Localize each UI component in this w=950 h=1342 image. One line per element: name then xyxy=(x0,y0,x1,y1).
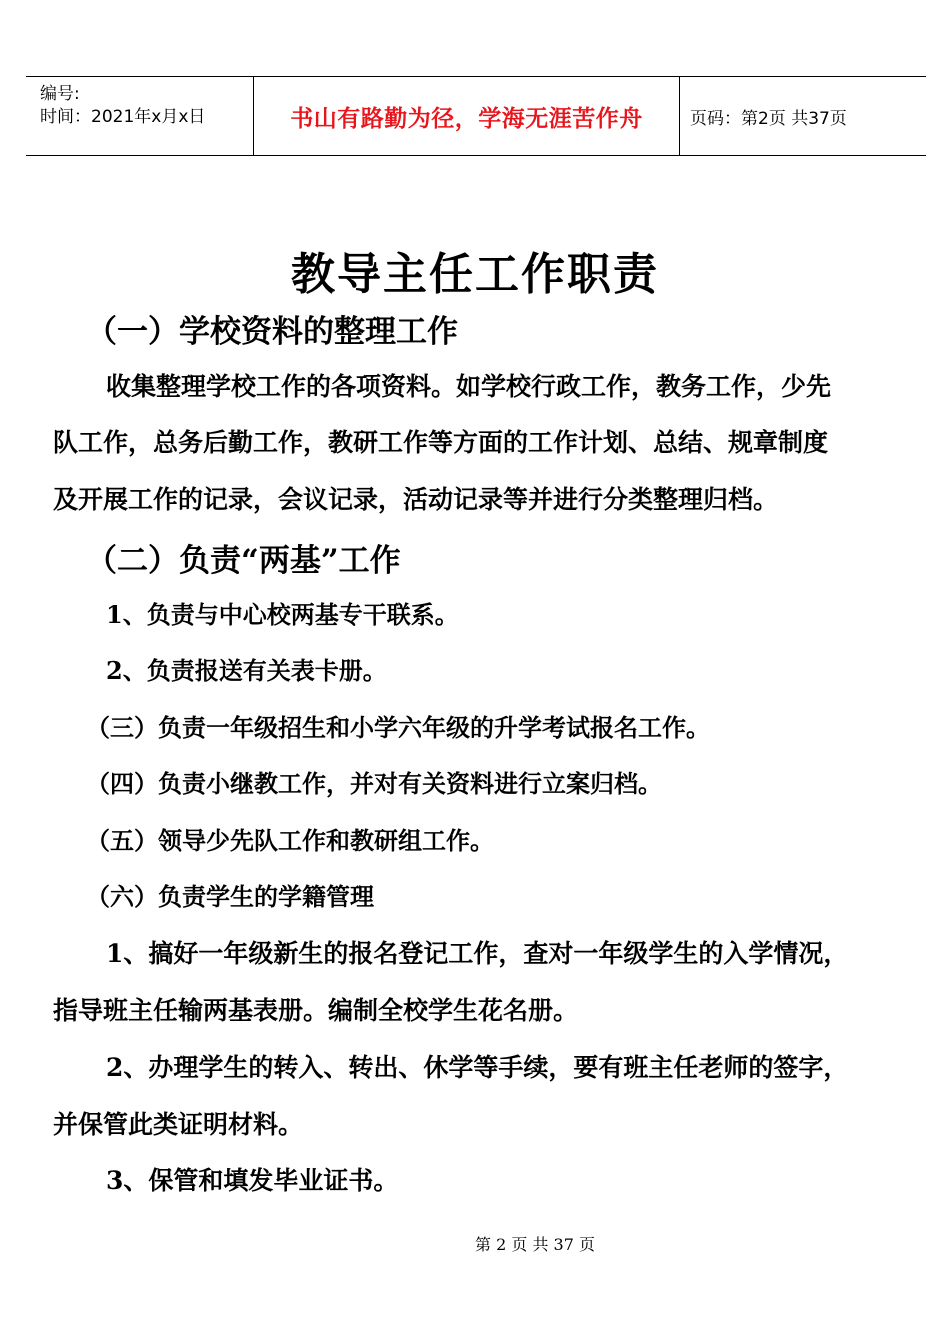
paragraph-line: 及开展工作的记录，会议记录，活动记录等并进行分类整理归档。 xyxy=(53,485,779,514)
document-title: 教导主任工作职责 xyxy=(291,249,659,300)
page-footer: 第 2 页 共 37 页 xyxy=(475,1235,595,1254)
list-item: 1、搞好一年级新生的报名登记工作，查对一年级学生的入学情况， xyxy=(106,939,849,968)
list-item: 3、保管和填发毕业证书。 xyxy=(106,1166,399,1195)
section-heading-2: （二）负责“两基”工作 xyxy=(86,543,401,579)
header-page-info: 页码：第2页 共37页 xyxy=(690,108,847,129)
section-item-6: （六）负责学生的学籍管理 xyxy=(86,882,374,911)
paragraph-line: 收集整理学校工作的各项资料。如学校行政工作，教务工作，少先 xyxy=(106,372,832,401)
header-motto: 书山有路勤为径，学海无涯苦作舟 xyxy=(254,77,680,155)
code-label: 编号: xyxy=(40,84,80,104)
section-item-4: （四）负责小继教工作，并对有关资料进行立案归档。 xyxy=(86,769,662,798)
time-label: 时间：2021年x月x日 xyxy=(40,107,206,127)
list-item: 2、办理学生的转入、转出、休学等手续，要有班主任老师的签字， xyxy=(106,1053,849,1082)
section-heading-1: （一）学校资料的整理工作 xyxy=(86,314,458,350)
section-item-3: （三）负责一年级招生和小学六年级的升学考试报名工作。 xyxy=(86,713,710,742)
list-item: 1、负责与中心校两基专干联系。 xyxy=(106,600,459,629)
paragraph-line: 指导班主任输两基表册。编制全校学生花名册。 xyxy=(53,996,579,1025)
section-item-5: （五）领导少先队工作和教研组工作。 xyxy=(86,826,494,855)
page-header xyxy=(26,76,926,156)
paragraph-line: 队工作，总务后勤工作，教研工作等方面的工作计划、总结、规章制度 xyxy=(53,428,829,457)
header-meta xyxy=(26,77,254,155)
list-item: 2、负责报送有关表卡册。 xyxy=(106,656,387,685)
paragraph-line: 并保管此类证明材料。 xyxy=(53,1110,304,1139)
